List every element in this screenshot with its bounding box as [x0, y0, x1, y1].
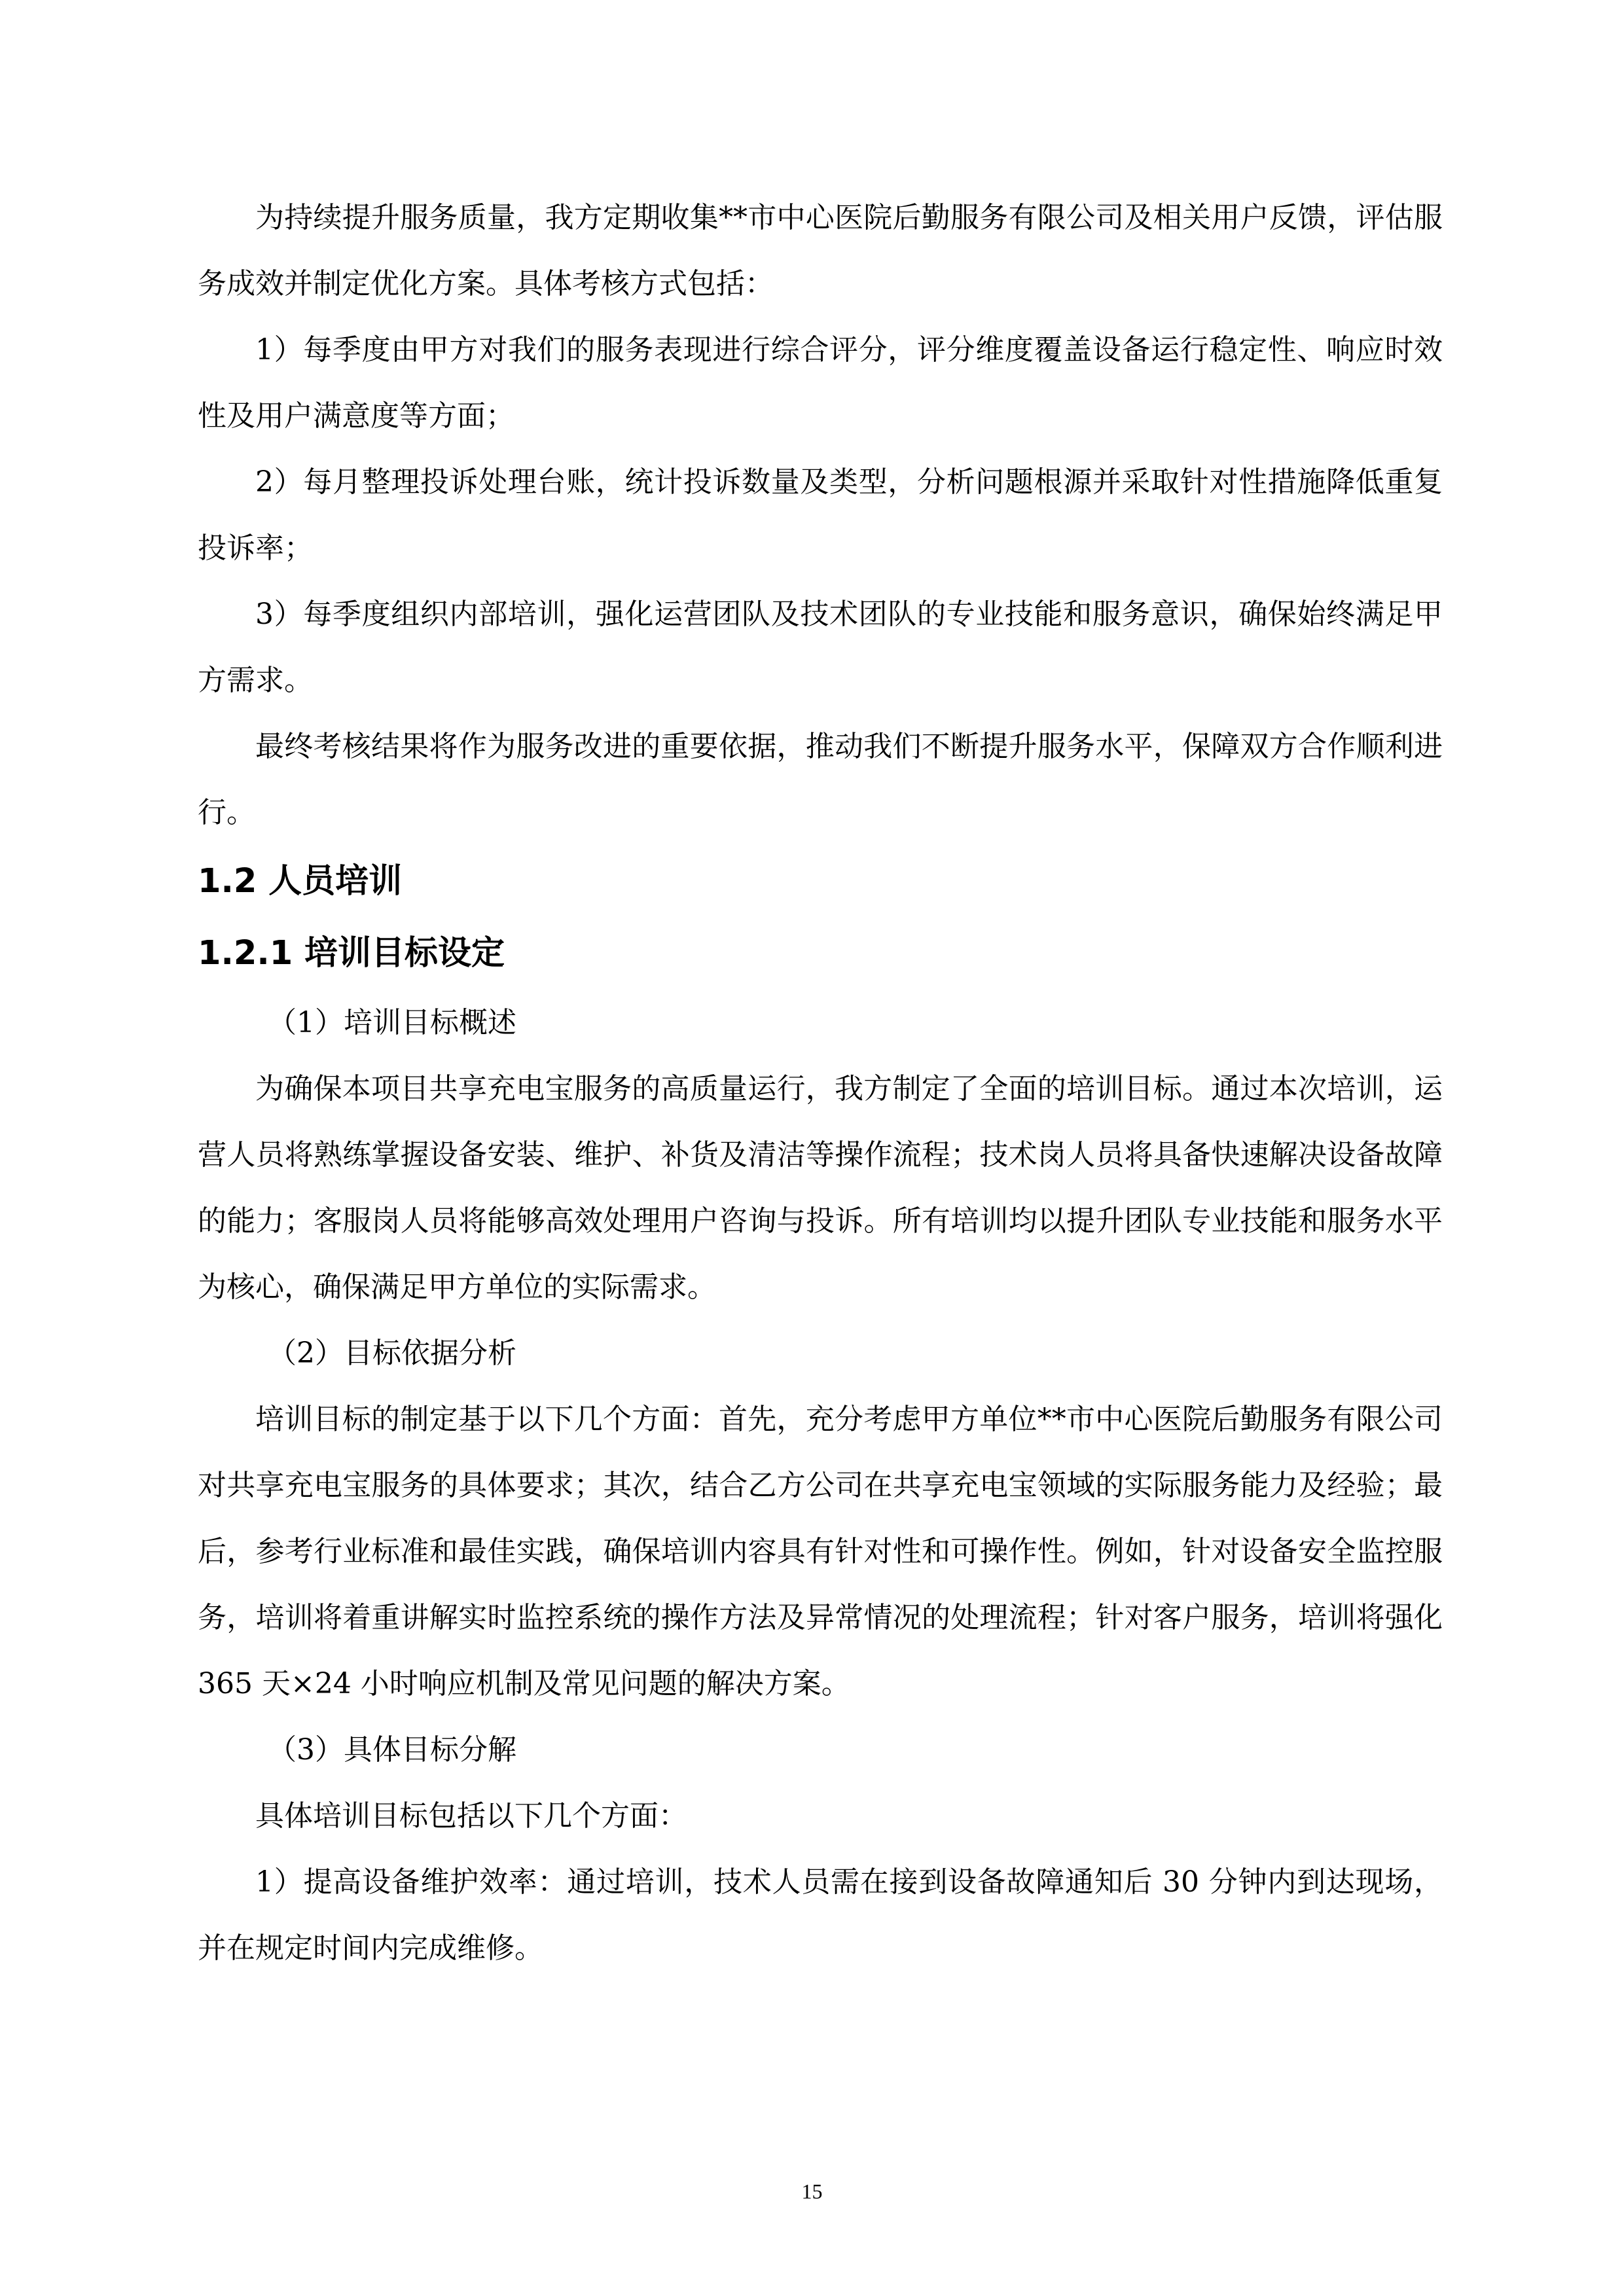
assessment-item-3: 3）每季度组织内部培训，强化运营团队及技术团队的专业技能和服务意识，确保始终满足甲方需求。 — [198, 598, 1443, 697]
part1-body: 为确保本项目共享充电宝服务的高质量运行，我方制定了全面的培训目标。通过本次培训，运营人员将熟练掌握设备安装、维护、补货及清洁等操作流程；技术岗人员将具备快速解决设备故障的能力；客服岗人员将能够高效处理用户咨询与投诉。所有培训均以提升团队专业技能和服务水平为核心，确保满足甲方单位的实际需求。 — [198, 1072, 1443, 1304]
section-heading: 1.2 人员培训 — [198, 862, 403, 901]
part3-item-1: 1）提高设备维护效率：通过培训，技术人员需在接到设备故障通知后 30 分钟内到达现场，并在规定时间内完成维修。 — [198, 1865, 1443, 1965]
intro-paragraph: 为持续提升服务质量，我方定期收集**市中心医院后勤服务有限公司及相关用户反馈，评估服务成效并制定优化方案。具体考核方式包括： — [198, 201, 1443, 300]
page-number: 15 — [801, 2179, 823, 2203]
part1-heading: （1）培训目标概述 — [268, 1006, 516, 1039]
subsection-heading: 1.2.1 培训目标设定 — [198, 934, 505, 973]
conclusion-paragraph: 最终考核结果将作为服务改进的重要依据，推动我们不断提升服务水平，保障双方合作顺利进行。 — [198, 730, 1443, 829]
assessment-item-1: 1）每季度由甲方对我们的服务表现进行综合评分，评分维度覆盖设备运行稳定性、响应时效性及用户满意度等方面； — [198, 333, 1443, 433]
document-body — [198, 185, 1443, 1981]
assessment-item-2: 2）每月整理投诉处理台账，统计投诉数量及类型，分析问题根源并采取针对性措施降低重复投诉率； — [198, 465, 1443, 565]
part2-heading: （2）目标依据分析 — [268, 1336, 516, 1370]
part3-intro: 具体培训目标包括以下几个方面： — [255, 1799, 687, 1833]
part2-body: 培训目标的制定基于以下几个方面：首先，充分考虑甲方单位**市中心医院后勤服务有限公司对共享充电宝服务的具体要求；其次，结合乙方公司在共享充电宝领域的实际服务能力及经验；最后，参考行业标准和最佳实践，确保培训内容具有针对性和可操作性。例如，针对设备安全监控服务，培训将着重讲解实时监控系统的操作方法及异常情况的处理流程；针对客户服务，培训将强化 365 天×24 小时响应机制及常见问题的解决方案。 — [198, 1403, 1443, 1700]
part3-heading: （3）具体目标分解 — [268, 1733, 516, 1767]
